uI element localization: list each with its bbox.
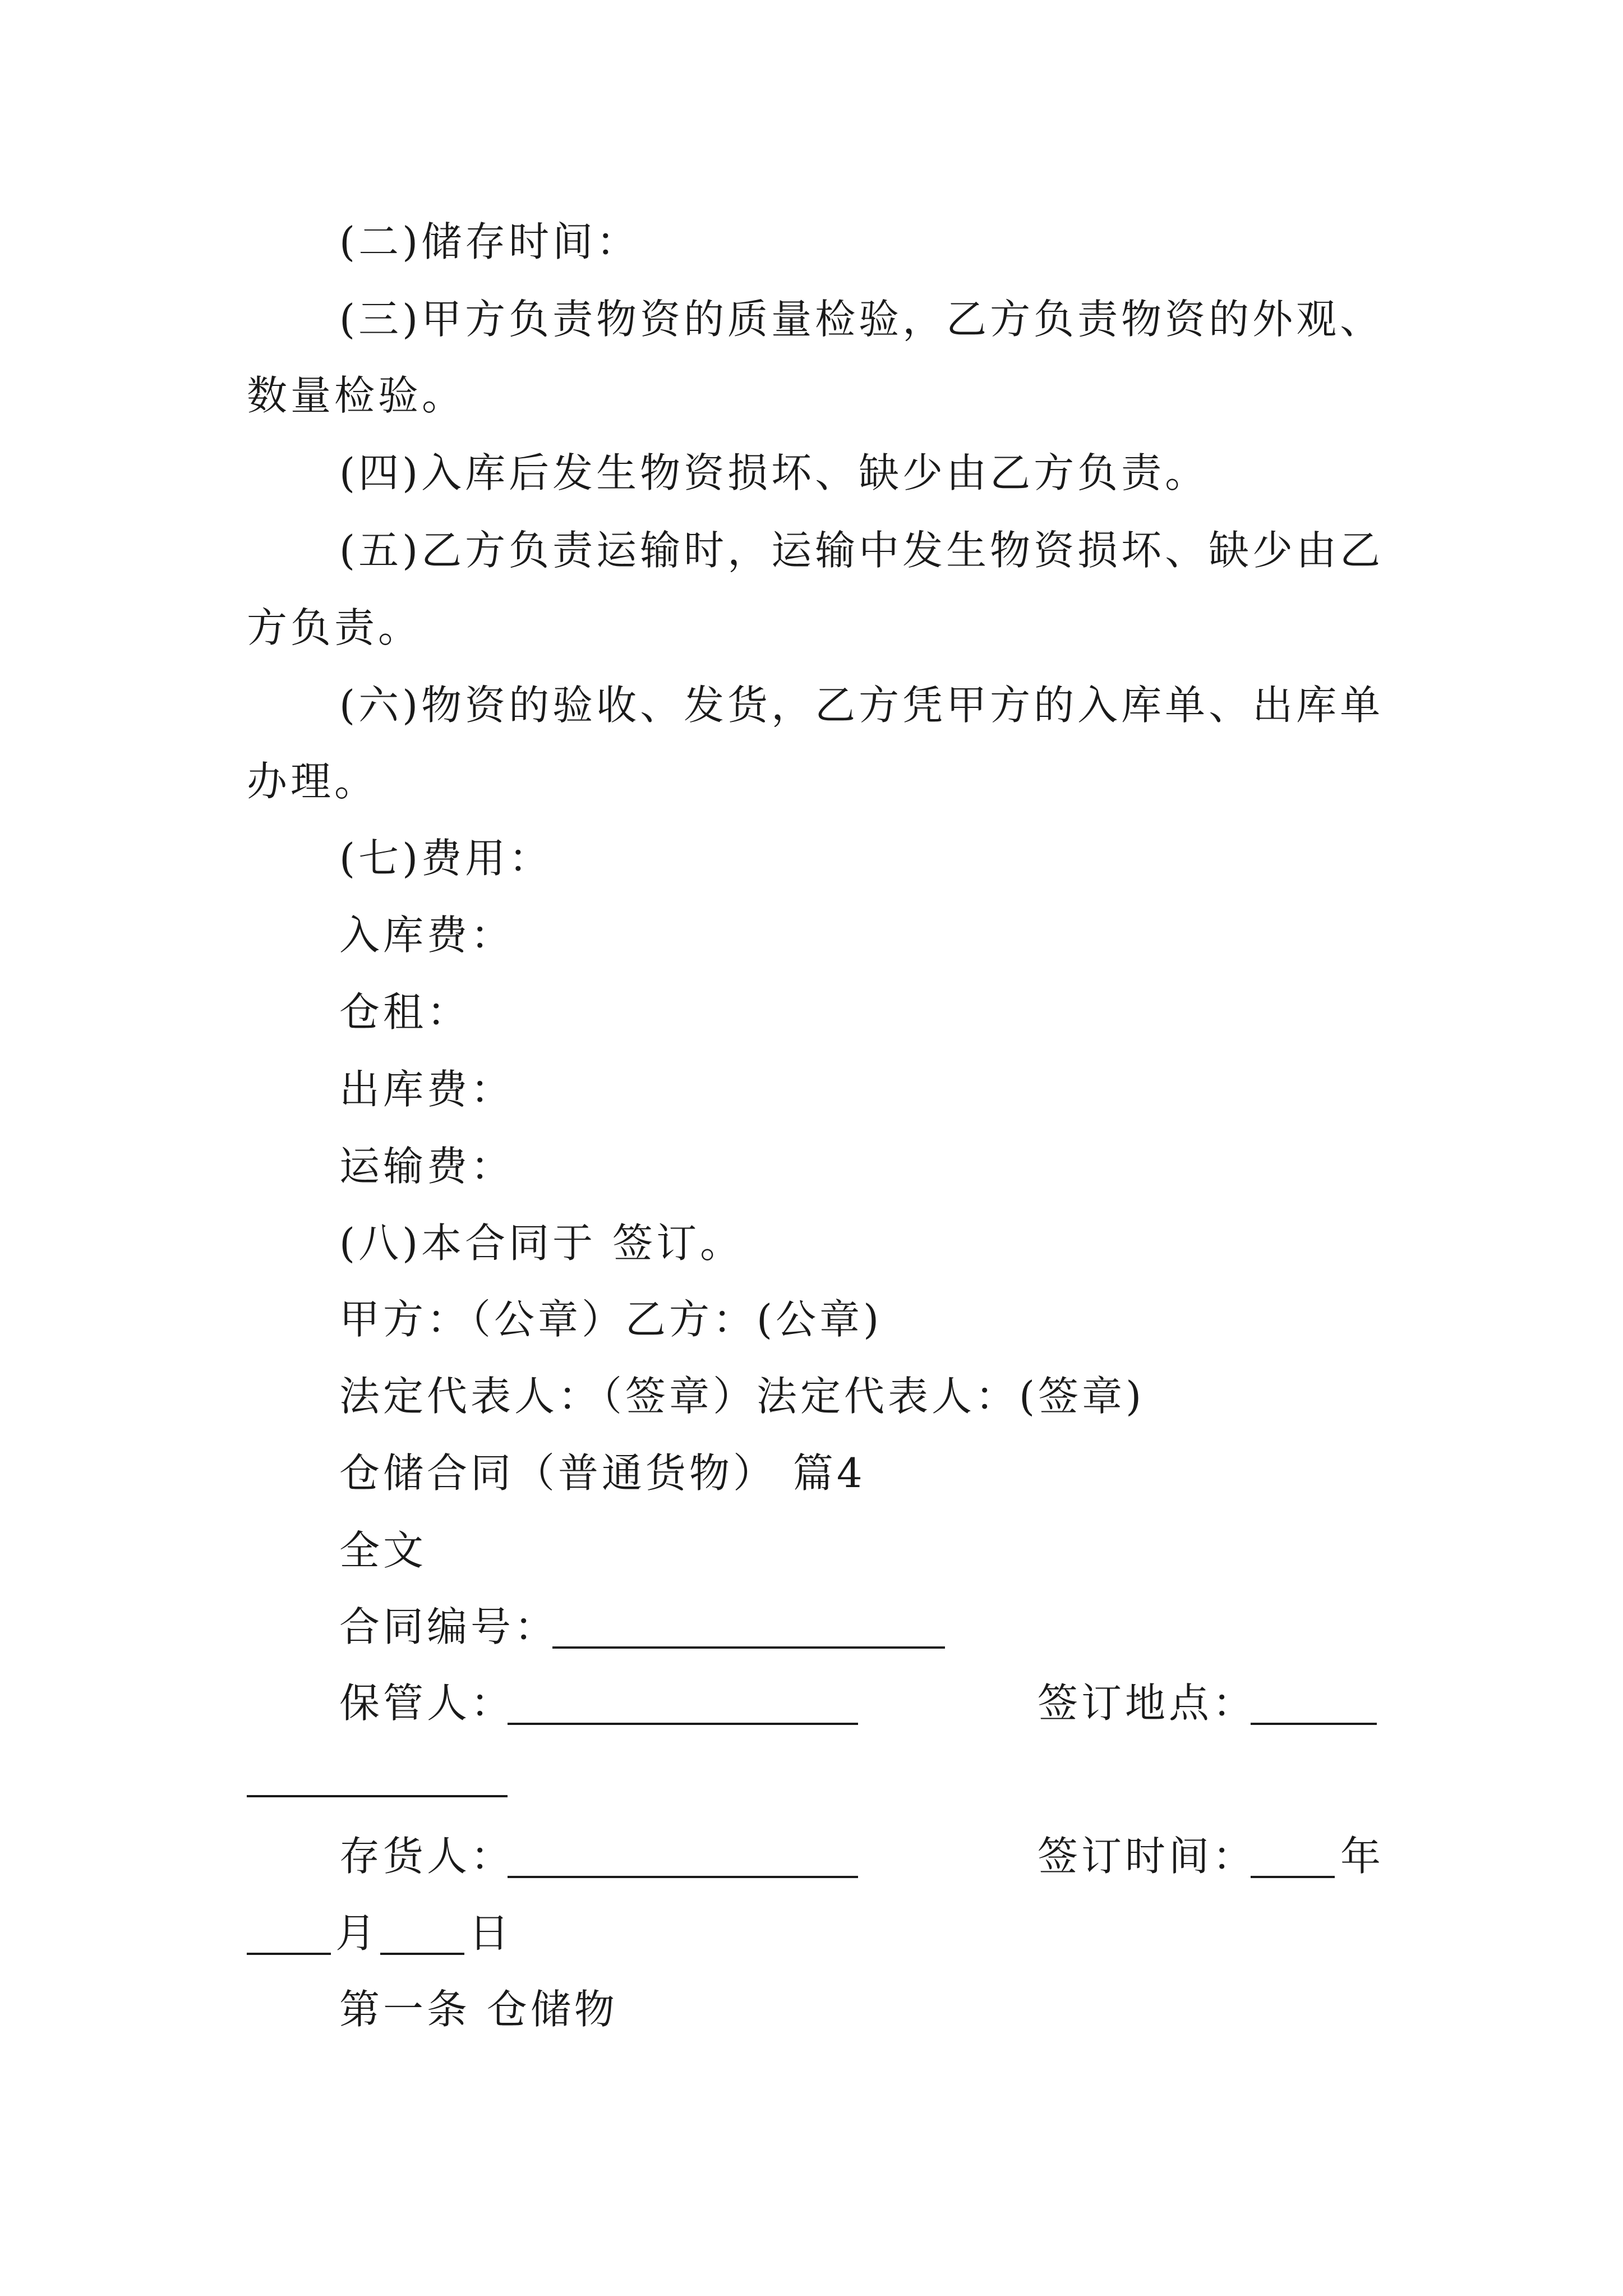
fulltext-label: 全文 <box>339 1527 427 1574</box>
sign-year-label: 年 <box>1340 1833 1385 1880</box>
paragraph-quality-inspection-line2: 数量检验。 <box>247 372 466 419</box>
sign-place-blank-2 <box>247 1795 508 1797</box>
paragraph-quality-inspection-line1: (三)甲方负责物资的质量检验，乙方负责物资的外观、 <box>339 296 1384 343</box>
paragraph-storage-time: (二)储存时间： <box>339 218 640 265</box>
paragraph-acceptance-line1: (六)物资的验收、发货，乙方凭甲方的入库单、出库单 <box>339 682 1384 729</box>
keeper-blank <box>508 1723 858 1725</box>
paragraph-transport-line2: 方负责。 <box>247 604 422 651</box>
sign-month-label: 月 <box>335 1910 380 1957</box>
sign-day-label: 日 <box>469 1910 513 1957</box>
paragraph-fees: (七)费用： <box>339 835 553 882</box>
paragraph-acceptance-line2: 办理。 <box>247 758 379 805</box>
signature-representatives: 法定代表人：（签章）法定代表人：(签章) <box>339 1373 1145 1420</box>
sign-day-blank <box>380 1953 464 1955</box>
fee-warehousing-out: 出库费： <box>339 1066 515 1113</box>
paragraph-transport-line1: (五)乙方负责运输时，运输中发生物资损坏、缺少由乙 <box>339 527 1384 574</box>
paragraph-signing: (八)本合同于 签订。 <box>339 1220 744 1267</box>
section-heading: 仓储合同（普通货物） 篇4 <box>339 1450 866 1497</box>
depositor-blank <box>508 1876 858 1878</box>
article-one-heading: 第一条 仓储物 <box>339 1986 618 2033</box>
fee-storage-rent: 仓租： <box>339 988 471 1036</box>
contract-number-blank <box>552 1646 945 1649</box>
sign-place-label: 签订地点： <box>1038 1680 1257 1727</box>
paragraph-damage-responsibility: (四)入库后发生物资损坏、缺少由乙方负责。 <box>339 449 1209 496</box>
sign-year-blank <box>1251 1876 1335 1878</box>
depositor-label: 存货人： <box>339 1833 515 1880</box>
sign-place-blank-1 <box>1251 1723 1377 1725</box>
contract-number-label: 合同编号： <box>339 1603 559 1650</box>
sign-month-blank <box>247 1953 331 1955</box>
sign-time-label: 签订时间： <box>1038 1833 1257 1880</box>
fee-warehousing-in: 入库费： <box>339 912 515 959</box>
keeper-label: 保管人： <box>339 1680 515 1727</box>
signature-party-seals: 甲方：（公章）乙方：(公章) <box>339 1296 883 1343</box>
fee-transport: 运输费： <box>339 1143 515 1190</box>
